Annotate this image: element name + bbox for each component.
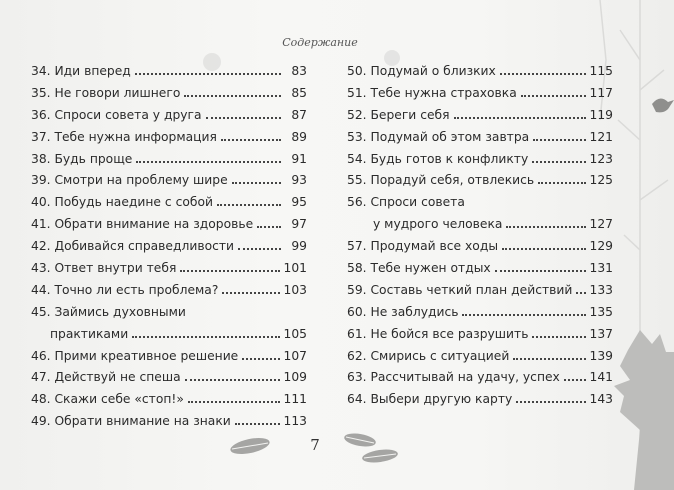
toc-entry-title: 42. Добивайся справедливости	[31, 239, 235, 254]
toc-entry-page: 117	[589, 85, 613, 100]
leader-dots	[257, 226, 281, 228]
toc-entry-page: 99	[291, 239, 307, 254]
toc-entry[interactable]	[31, 261, 307, 275]
toc-entry-title: 45. Займись духовными	[31, 304, 186, 319]
toc-entry-title: 63. Рассчитывай на удачу, успех	[347, 370, 560, 385]
toc-entry-page: 137	[589, 326, 613, 341]
leader-dots	[232, 182, 281, 184]
toc-entry-page: 123	[589, 151, 613, 166]
toc-entry-title: 55. Порадуй себя, отвлекись	[347, 173, 535, 188]
deer-icon	[614, 330, 674, 490]
toc-entry-title: 51. Тебе нужна страховка	[347, 85, 517, 100]
leader-dots	[454, 117, 586, 119]
leader-dots	[502, 248, 585, 250]
toc-entry-page: 113	[283, 414, 307, 429]
toc-entry-title: 41. Обрати внимание на здоровье	[31, 217, 254, 232]
leader-dots	[132, 336, 279, 338]
toc-entry-page: 127	[589, 217, 613, 232]
toc-entry-title: 44. Точно ли есть проблема?	[31, 282, 219, 297]
toc-entry[interactable]	[31, 64, 307, 78]
toc-entry-page: 133	[589, 282, 613, 297]
toc-entry[interactable]	[31, 86, 307, 100]
leader-dots	[533, 139, 585, 141]
leader-dots	[516, 401, 585, 403]
leader-dots	[235, 423, 280, 425]
toc-entry[interactable]	[347, 305, 613, 319]
toc-entry-title: 59. Составь четкий план действий	[347, 282, 573, 297]
toc-entry[interactable]	[347, 327, 613, 341]
toc-entry-title-continued: практиками	[50, 326, 129, 341]
toc-entry[interactable]	[347, 392, 613, 406]
toc-entry-page: 103	[283, 282, 307, 297]
toc-entry-title: 36. Спроси совета у друга	[31, 107, 202, 122]
leader-dots	[238, 248, 281, 250]
toc-entry-page: 129	[589, 239, 613, 254]
toc-entry-page: 91	[291, 151, 307, 166]
toc-entry-page: 141	[589, 370, 613, 385]
toc-entry[interactable]	[347, 173, 613, 187]
leader-dots	[188, 401, 280, 403]
toc-entry-title: 62. Смирись с ситуацией	[347, 348, 510, 363]
page-title: Содержание	[282, 36, 358, 49]
toc-entry-page: 87	[291, 107, 307, 122]
toc-entry[interactable]	[31, 305, 307, 341]
toc-entry[interactable]	[31, 414, 307, 428]
toc-entry[interactable]	[31, 349, 307, 363]
toc-entry-title: 46. Прими креативное решение	[31, 348, 239, 363]
toc-entry-title: 38. Будь проще	[31, 151, 133, 166]
toc-entry-title: 52. Береги себя	[347, 107, 450, 122]
leader-dots	[513, 358, 585, 360]
toc-entry-page: 111	[283, 392, 307, 407]
toc-entry-page: 85	[291, 85, 307, 100]
toc-entry-title: 47. Действуй не спеша	[31, 370, 181, 385]
leader-dots	[532, 336, 585, 338]
toc-entry[interactable]	[31, 152, 307, 166]
toc-entry[interactable]	[31, 130, 307, 144]
toc-entry-page: 95	[291, 195, 307, 210]
toc-entry-title: 49. Обрати внимание на знаки	[31, 414, 231, 429]
leader-dots	[564, 379, 586, 381]
toc-entry-title: 48. Скажи себе «стоп!»	[31, 392, 184, 407]
leader-dots	[506, 226, 585, 228]
leader-dots	[135, 73, 281, 75]
leader-dots	[500, 73, 586, 75]
page-number: 7	[310, 436, 320, 454]
leader-dots	[217, 204, 281, 206]
toc-entry[interactable]	[347, 108, 613, 122]
toc-entry-title: 53. Подумай об этом завтра	[347, 129, 530, 144]
toc-entry[interactable]	[347, 86, 613, 100]
toc-entry[interactable]	[31, 217, 307, 231]
toc-entry[interactable]	[31, 195, 307, 209]
toc-entry[interactable]	[347, 283, 613, 297]
toc-entry-page: 139	[589, 348, 613, 363]
toc-entry[interactable]	[347, 152, 613, 166]
toc-entry-page: 131	[589, 261, 613, 276]
toc-entry-title: 56. Спроси совета	[347, 195, 465, 210]
leader-dots	[532, 161, 585, 163]
toc-entry[interactable]	[347, 261, 613, 275]
toc-entry-title: 60. Не заблудись	[347, 304, 459, 319]
leader-dots	[206, 117, 281, 119]
leader-dots	[221, 139, 281, 141]
leader-dots	[185, 379, 280, 381]
leader-dots	[184, 95, 281, 97]
toc-entry-page: 115	[589, 64, 613, 78]
toc-entry-title: 43. Ответ внутри тебя	[31, 261, 177, 276]
toc-entry-page: 109	[283, 370, 307, 385]
toc-entry-page: 143	[589, 392, 613, 407]
toc-entry[interactable]	[347, 195, 613, 231]
toc-entry-title: 58. Тебе нужен отдых	[347, 261, 491, 276]
toc-entry-page: 105	[283, 326, 307, 341]
toc-entry[interactable]	[347, 130, 613, 144]
leader-dots	[136, 161, 281, 163]
toc-entry-title: 50. Подумай о близких	[347, 64, 496, 78]
toc-entry-title: 34. Иди вперед	[31, 64, 131, 78]
bird-icon	[652, 98, 674, 112]
toc-entry-page: 93	[291, 173, 307, 188]
toc-entry[interactable]	[31, 370, 307, 384]
toc-entry-page: 119	[589, 107, 613, 122]
leader-dots	[576, 292, 585, 294]
leader-dots	[242, 358, 279, 360]
toc-entry-title: 37. Тебе нужна информация	[31, 129, 217, 144]
leader-dots	[495, 270, 586, 272]
toc-entry[interactable]	[31, 108, 307, 122]
toc-entry-title-continued: у мудрого человека	[373, 217, 503, 232]
toc-entry-title: 61. Не бойся все разрушить	[347, 326, 529, 341]
leader-dots	[538, 182, 585, 184]
toc-entry-title: 57. Продумай все ходы	[347, 239, 499, 254]
toc-entry-page: 97	[291, 217, 307, 232]
toc-entry-page: 101	[283, 261, 307, 276]
toc-entry[interactable]	[31, 173, 307, 187]
toc-entry-title: 54. Будь готов к конфликту	[347, 151, 529, 166]
leader-dots	[521, 95, 586, 97]
toc-entry-title: 35. Не говори лишнего	[31, 85, 181, 100]
toc-entry[interactable]	[347, 370, 613, 384]
toc-entry-page: 125	[589, 173, 613, 188]
toc-entry-page: 121	[589, 129, 613, 144]
toc-column-left	[31, 64, 307, 436]
toc-entry-page: 89	[291, 129, 307, 144]
toc-column-right	[347, 64, 613, 414]
toc-entry[interactable]	[347, 64, 613, 78]
toc-entry-title: 64. Выбери другую карту	[347, 392, 513, 407]
leader-dots	[180, 270, 279, 272]
toc-entry[interactable]	[347, 239, 613, 253]
toc-entry-title: 39. Смотри на проблему шире	[31, 173, 228, 188]
toc-entry[interactable]	[347, 349, 613, 363]
toc-entry[interactable]	[31, 239, 307, 253]
toc-entry[interactable]	[31, 392, 307, 406]
leader-dots	[222, 292, 279, 294]
toc-entry-page: 135	[589, 304, 613, 319]
leader-dots	[462, 314, 585, 316]
toc-entry-title: 40. Побудь наедине с собой	[31, 195, 213, 210]
toc-entry-page: 83	[291, 64, 307, 78]
toc-entry[interactable]	[31, 283, 307, 297]
toc-entry-page: 107	[283, 348, 307, 363]
